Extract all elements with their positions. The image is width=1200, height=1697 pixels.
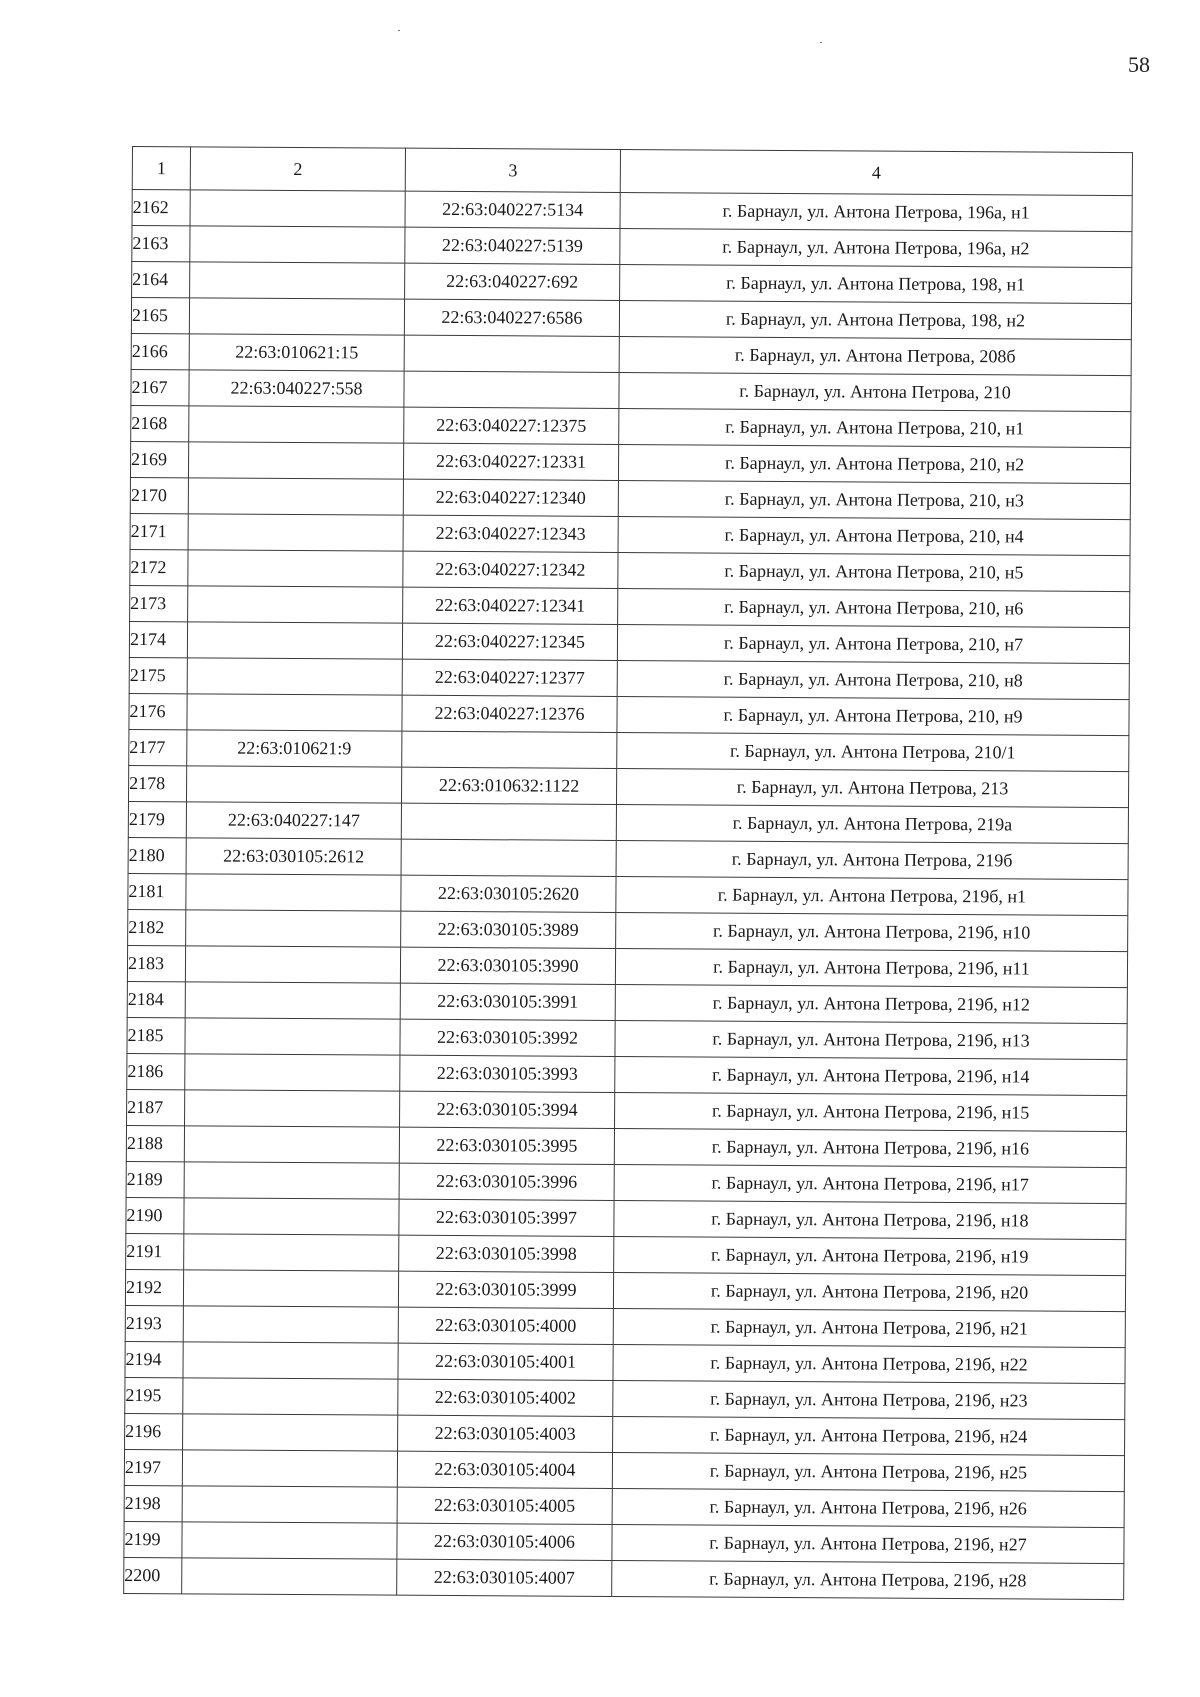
address-cell: г. Барнаул, ул. Антона Петрова, 196а, н1 <box>620 192 1132 231</box>
cadastral-number-col2 <box>182 1522 397 1559</box>
cadastral-number-col3: 22:63:040227:5134 <box>405 191 620 228</box>
cadastral-number-col3: 22:63:030105:3998 <box>399 1235 614 1272</box>
address-cell: г. Барнаул, ул. Антона Петрова, 219а <box>616 804 1128 843</box>
table-row <box>126 1125 1126 1167</box>
row-number: 2179 <box>128 801 186 837</box>
table-row <box>125 1269 1125 1311</box>
address-cell: г. Барнаул, ул. Антона Петрова, 219б, н28 <box>612 1560 1124 1599</box>
table-row <box>127 1053 1127 1095</box>
cadastral-number-col3: 22:63:030105:4003 <box>398 1415 613 1452</box>
address-cell: г. Барнаул, ул. Антона Петрова, 219б, н22 <box>613 1344 1125 1383</box>
row-number: 2197 <box>124 1449 182 1485</box>
row-number: 2163 <box>132 226 190 262</box>
cadastral-number-col2 <box>183 1306 398 1343</box>
address-cell: г. Барнаул, ул. Антона Петрова, 210, н9 <box>617 696 1129 735</box>
cadastral-number-col2 <box>182 1558 397 1595</box>
row-number: 2173 <box>130 585 188 621</box>
table-body <box>124 190 1133 1600</box>
registry-table <box>123 146 1133 1600</box>
cadastral-number-col3: 22:63:030105:3990 <box>400 947 615 984</box>
address-cell: г. Барнаул, ул. Антона Петрова, 219б, н26 <box>612 1488 1124 1527</box>
cadastral-number-col2 <box>184 1234 399 1271</box>
cadastral-number-col2 <box>186 874 401 911</box>
address-cell: г. Барнаул, ул. Антона Петрова, 219б <box>616 840 1128 879</box>
table-row <box>129 657 1129 699</box>
cadastral-number-col2 <box>186 766 401 803</box>
row-number: 2182 <box>128 909 186 945</box>
cadastral-number-col3: 22:63:030105:4004 <box>397 1451 612 1488</box>
cadastral-number-col2 <box>190 226 405 263</box>
row-number: 2183 <box>127 945 185 981</box>
row-number: 2176 <box>129 693 187 729</box>
cadastral-number-col3: 22:63:040227:12343 <box>403 515 618 552</box>
row-number: 2184 <box>127 981 185 1017</box>
table-row <box>130 477 1130 519</box>
cadastral-number-col3: 22:63:040227:12342 <box>403 551 618 588</box>
cadastral-number-col3: 22:63:040227:12331 <box>403 443 618 480</box>
row-number: 2170 <box>130 477 188 513</box>
cadastral-number-col2 <box>183 1414 398 1451</box>
row-number: 2194 <box>125 1341 183 1377</box>
address-cell: г. Барнаул, ул. Антона Петрова, 219б, н15 <box>615 1092 1127 1131</box>
cadastral-number-col3: 22:63:040227:12340 <box>403 479 618 516</box>
cadastral-number-col3: 22:63:030105:3993 <box>400 1055 615 1092</box>
address-cell: г. Барнаул, ул. Антона Петрова, 210, н1 <box>619 408 1131 447</box>
table-row <box>130 585 1130 627</box>
cadastral-number-col3: 22:63:030105:3994 <box>400 1091 615 1128</box>
scan-speck <box>398 30 400 31</box>
cadastral-number-col3: 22:63:010632:1122 <box>401 767 616 804</box>
address-cell: г. Барнаул, ул. Антона Петрова, 219б, н24 <box>613 1416 1125 1455</box>
table-row <box>131 405 1131 447</box>
cadastral-number-col2 <box>185 982 400 1019</box>
cadastral-number-col2 <box>184 1198 399 1235</box>
address-cell: г. Барнаул, ул. Антона Петрова, 219б, н13 <box>615 1020 1127 1059</box>
address-cell: г. Барнаул, ул. Антона Петрова, 219б, н1 <box>616 876 1128 915</box>
cadastral-number-col2 <box>184 1126 399 1163</box>
row-number: 2168 <box>131 405 189 441</box>
address-cell: г. Барнаул, ул. Антона Петрова, 208б <box>619 336 1131 375</box>
table-row <box>127 981 1127 1023</box>
address-cell: г. Барнаул, ул. Антона Петрова, 210, н3 <box>618 480 1130 519</box>
row-number: 2167 <box>131 369 189 405</box>
cadastral-number-col2 <box>185 1018 400 1055</box>
cadastral-number-col3: 22:63:030105:3996 <box>399 1163 614 1200</box>
row-number: 2190 <box>126 1197 184 1233</box>
cadastral-number-col3: 22:63:030105:2620 <box>401 875 616 912</box>
cadastral-number-col3: 22:63:040227:12376 <box>402 695 617 732</box>
address-cell: г. Барнаул, ул. Антона Петрова, 210, н6 <box>618 588 1130 627</box>
row-number: 2196 <box>125 1413 183 1449</box>
cadastral-number-col3: 22:63:040227:5139 <box>405 227 620 264</box>
address-cell: г. Барнаул, ул. Антона Петрова, 210 <box>619 372 1131 411</box>
cadastral-number-col2 <box>190 190 405 227</box>
address-cell: г. Барнаул, ул. Антона Петрова, 219б, н18 <box>614 1200 1126 1239</box>
address-cell: г. Барнаул, ул. Антона Петрова, 210, н8 <box>617 660 1129 699</box>
table-row <box>128 873 1128 915</box>
cadastral-number-col3 <box>401 839 616 876</box>
address-cell: г. Барнаул, ул. Антона Петрова, 219б, н11 <box>615 948 1127 987</box>
cadastral-number-col3 <box>404 371 619 408</box>
address-cell: г. Барнаул, ул. Антона Петрова, 210, н5 <box>618 552 1130 591</box>
address-cell: г. Барнаул, ул. Антона Петрова, 219б, н16 <box>614 1128 1126 1167</box>
table-row <box>125 1377 1125 1419</box>
row-number: 2175 <box>129 657 187 693</box>
cadastral-number-col2 <box>183 1378 398 1415</box>
table-row <box>128 801 1128 843</box>
column-header-1: 1 <box>132 147 190 190</box>
cadastral-number-col2 <box>185 1090 400 1127</box>
table-row <box>125 1305 1125 1347</box>
address-cell: г. Барнаул, ул. Антона Петрова, 210/1 <box>617 732 1129 771</box>
header-row <box>132 147 1132 196</box>
address-cell: г. Барнаул, ул. Антона Петрова, 219б, н27 <box>612 1524 1124 1563</box>
cadastral-number-col3: 22:63:040227:12341 <box>403 587 618 624</box>
table-row <box>128 765 1128 807</box>
cadastral-number-col3: 22:63:040227:12345 <box>402 623 617 660</box>
table-row <box>129 693 1129 735</box>
table-header <box>132 147 1132 196</box>
cadastral-number-col2 <box>187 694 402 731</box>
table-row <box>124 1485 1124 1527</box>
row-number: 2191 <box>126 1233 184 1269</box>
address-cell: г. Барнаул, ул. Антона Петрова, 210, н7 <box>617 624 1129 663</box>
cadastral-number-col2 <box>183 1270 398 1307</box>
address-cell: г. Барнаул, ул. Антона Петрова, 196а, н2 <box>620 228 1132 267</box>
table-row <box>132 190 1132 232</box>
row-number: 2165 <box>131 298 189 334</box>
cadastral-number-col2 <box>183 1342 398 1379</box>
table-row <box>131 333 1131 375</box>
cadastral-number-col3: 22:63:030105:3989 <box>401 911 616 948</box>
row-number: 2177 <box>129 729 187 765</box>
row-number: 2174 <box>129 621 187 657</box>
row-number: 2193 <box>125 1305 183 1341</box>
cadastral-number-col2 <box>188 586 403 623</box>
cadastral-number-col2: 22:63:010621:9 <box>187 730 402 767</box>
cadastral-number-col3: 22:63:040227:692 <box>405 263 620 300</box>
cadastral-number-col2 <box>189 298 404 335</box>
cadastral-number-col2 <box>187 622 402 659</box>
address-cell: г. Барнаул, ул. Антона Петрова, 219б, н19 <box>614 1236 1126 1275</box>
row-number: 2198 <box>124 1485 182 1521</box>
address-cell: г. Барнаул, ул. Антона Петрова, 219б, н25 <box>612 1452 1124 1491</box>
cadastral-number-col2 <box>188 442 403 479</box>
cadastral-number-col2 <box>189 406 404 443</box>
table-row <box>126 1161 1126 1203</box>
cadastral-number-col2 <box>185 1054 400 1091</box>
cadastral-number-col2: 22:63:040227:147 <box>186 802 401 839</box>
cadastral-number-col3: 22:63:030105:4000 <box>398 1307 613 1344</box>
scan-speck <box>820 42 822 43</box>
cadastral-number-col3: 22:63:030105:3991 <box>400 983 615 1020</box>
row-number: 2180 <box>128 837 186 873</box>
table-row <box>125 1341 1125 1383</box>
address-cell: г. Барнаул, ул. Антона Петрова, 198, н2 <box>619 300 1131 339</box>
cadastral-number-col3: 22:63:030105:3999 <box>398 1271 613 1308</box>
row-number: 2169 <box>130 441 188 477</box>
column-header-3: 3 <box>405 148 620 192</box>
table-row <box>127 1089 1127 1131</box>
cadastral-number-col2 <box>188 478 403 515</box>
cadastral-number-col2 <box>186 910 401 947</box>
address-cell: г. Барнаул, ул. Антона Петрова, 210, н2 <box>618 444 1130 483</box>
address-cell: г. Барнаул, ул. Антона Петрова, 219б, н20 <box>613 1272 1125 1311</box>
table-row <box>126 1197 1126 1239</box>
cadastral-number-col3: 22:63:030105:4005 <box>397 1487 612 1524</box>
row-number: 2200 <box>124 1557 182 1593</box>
row-number: 2172 <box>130 549 188 585</box>
table-row <box>124 1557 1124 1599</box>
table-row <box>125 1413 1125 1455</box>
row-number: 2188 <box>126 1125 184 1161</box>
cadastral-number-col3 <box>402 731 617 768</box>
cadastral-number-col2 <box>187 658 402 695</box>
cadastral-number-col2 <box>188 514 403 551</box>
row-number: 2181 <box>128 873 186 909</box>
row-number: 2187 <box>127 1089 185 1125</box>
row-number: 2186 <box>127 1053 185 1089</box>
address-cell: г. Барнаул, ул. Антона Петрова, 198, н1 <box>620 264 1132 303</box>
table-row <box>132 226 1132 268</box>
row-number: 2164 <box>132 262 190 298</box>
row-number: 2195 <box>125 1377 183 1413</box>
table-row <box>124 1449 1124 1491</box>
address-cell: г. Барнаул, ул. Антона Петрова, 219б, н10 <box>616 912 1128 951</box>
cadastral-number-col3: 22:63:030105:4006 <box>397 1523 612 1560</box>
cadastral-number-col3: 22:63:030105:3992 <box>400 1019 615 1056</box>
row-number: 2178 <box>128 765 186 801</box>
cadastral-number-col3: 22:63:030105:3995 <box>399 1127 614 1164</box>
row-number: 2166 <box>131 333 189 369</box>
page-number: 58 <box>1128 52 1150 77</box>
address-cell: г. Барнаул, ул. Антона Петрова, 219б, н21 <box>613 1308 1125 1347</box>
address-cell: г. Барнаул, ул. Антона Петрова, 219б, н17 <box>614 1164 1126 1203</box>
cadastral-number-col2 <box>185 946 400 983</box>
table-row <box>128 837 1128 879</box>
row-number: 2162 <box>132 190 190 226</box>
table-row <box>127 945 1127 987</box>
address-cell: г. Барнаул, ул. Антона Петрова, 210, н4 <box>618 516 1130 555</box>
cadastral-number-col3: 22:63:040227:12375 <box>404 407 619 444</box>
table-row <box>129 621 1129 663</box>
table-row <box>129 729 1129 771</box>
row-number: 2185 <box>127 1017 185 1053</box>
column-header-4: 4 <box>620 149 1132 195</box>
cadastral-number-col2 <box>184 1162 399 1199</box>
address-cell: г. Барнаул, ул. Антона Петрова, 219б, н14 <box>615 1056 1127 1095</box>
table-row <box>127 1017 1127 1059</box>
cadastral-number-col3: 22:63:040227:12377 <box>402 659 617 696</box>
cadastral-number-col2 <box>182 1486 397 1523</box>
cadastral-number-col2: 22:63:040227:558 <box>189 370 404 407</box>
row-number: 2192 <box>125 1269 183 1305</box>
cadastral-number-col2 <box>182 1450 397 1487</box>
table-row <box>130 513 1130 555</box>
table-row <box>126 1233 1126 1275</box>
table-row <box>131 298 1131 340</box>
table-row <box>124 1521 1124 1563</box>
cadastral-number-col2: 22:63:010621:15 <box>189 334 404 371</box>
cadastral-number-col2: 22:63:030105:2612 <box>186 838 401 875</box>
table-row <box>132 262 1132 304</box>
cadastral-number-col2 <box>188 550 403 587</box>
cadastral-number-col3: 22:63:030105:4002 <box>398 1379 613 1416</box>
cadastral-number-col2 <box>190 262 405 299</box>
cadastral-number-col3: 22:63:030105:4001 <box>398 1343 613 1380</box>
address-cell: г. Барнаул, ул. Антона Петрова, 219б, н23 <box>613 1380 1125 1419</box>
row-number: 2189 <box>126 1161 184 1197</box>
cadastral-number-col3 <box>401 803 616 840</box>
cadastral-number-col3: 22:63:030105:3997 <box>399 1199 614 1236</box>
address-cell: г. Барнаул, ул. Антона Петрова, 213 <box>616 768 1128 807</box>
table-row <box>131 369 1131 411</box>
cadastral-number-col3 <box>404 335 619 372</box>
row-number: 2199 <box>124 1521 182 1557</box>
cadastral-number-col3: 22:63:030105:4007 <box>397 1559 612 1596</box>
address-cell: г. Барнаул, ул. Антона Петрова, 219б, н12 <box>615 984 1127 1023</box>
table-row <box>130 441 1130 483</box>
table-row <box>130 549 1130 591</box>
cadastral-number-col3: 22:63:040227:6586 <box>404 299 619 336</box>
table-row <box>128 909 1128 951</box>
row-number: 2171 <box>130 513 188 549</box>
column-header-2: 2 <box>190 147 405 191</box>
